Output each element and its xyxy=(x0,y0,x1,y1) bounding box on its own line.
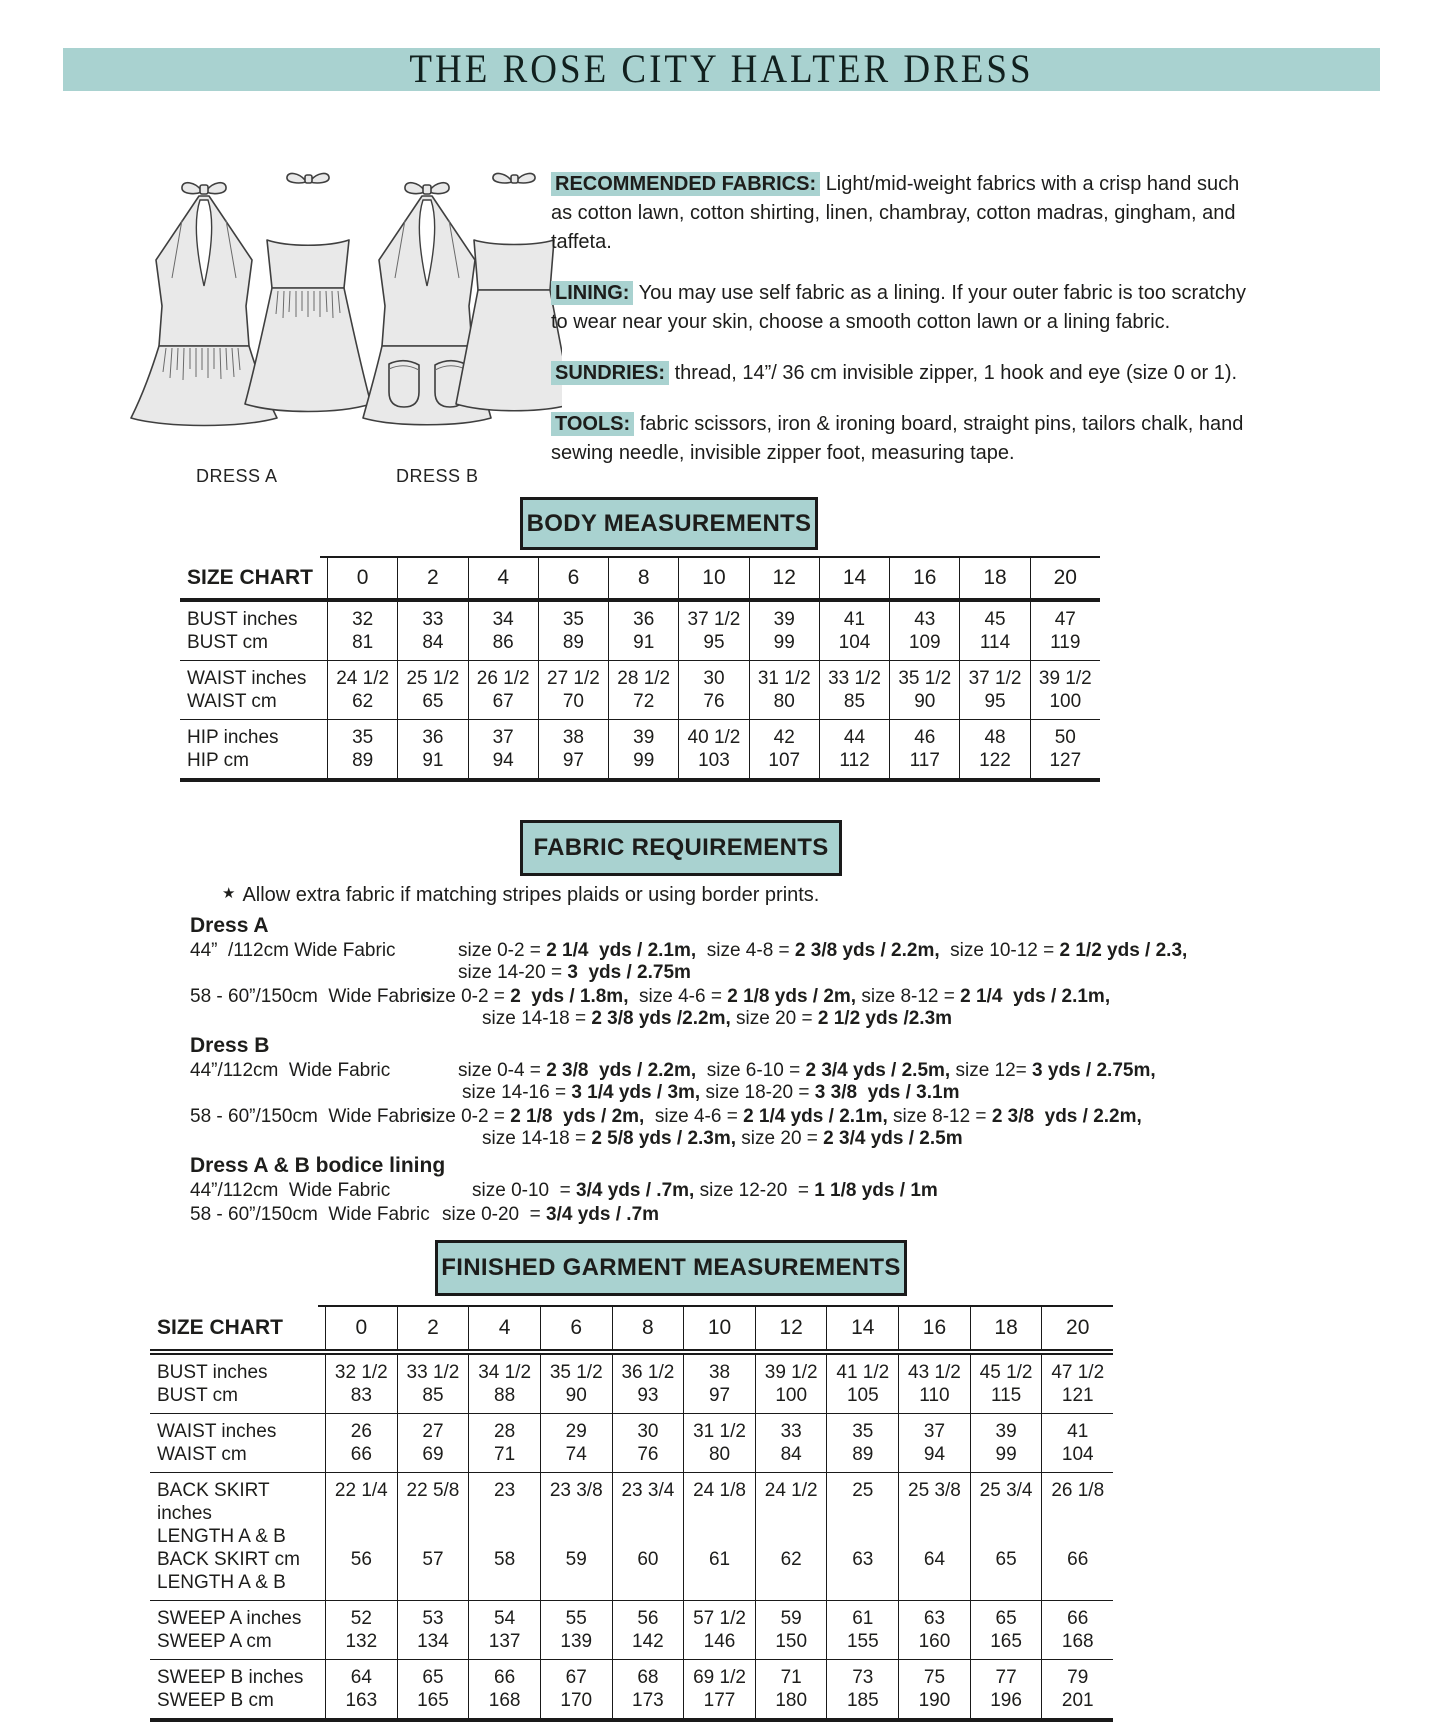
table-row xyxy=(180,690,1100,719)
table-cell: 25 1/2 xyxy=(397,661,467,690)
table-cell: 75 xyxy=(898,1660,970,1689)
table-cell: 94 xyxy=(898,1443,970,1472)
lining-text: You may use self fabric as a lining. If your outer fabric is too scratchy to wear near your skin, choose a smooth cotton lawn or a lining fabric. xyxy=(551,282,1246,333)
size-column-header: 20 xyxy=(1030,556,1100,598)
table-cell: 79 xyxy=(1041,1660,1113,1689)
fabric-row xyxy=(190,986,1250,1030)
table-cell: 60 xyxy=(612,1548,684,1600)
table-cell: 95 xyxy=(678,631,748,660)
table-row xyxy=(180,749,1100,778)
table-cell: 65 xyxy=(397,1660,469,1689)
table-cell: 80 xyxy=(683,1443,755,1472)
table-cell: 103 xyxy=(678,749,748,778)
tools-para xyxy=(551,410,1251,468)
table-cell: 23 3/8 xyxy=(540,1473,612,1548)
table-cell: 54 xyxy=(468,1601,540,1630)
table-header-row xyxy=(180,556,1100,602)
fabric-width-label: 44”/112cm Wide Fabric xyxy=(190,1180,391,1201)
table-row xyxy=(150,1355,1113,1384)
fabric-width-label: 58 - 60”/150cm Wide Fabric xyxy=(190,986,430,1007)
size-column-header: 14 xyxy=(819,556,889,598)
body-measurements-table xyxy=(180,556,1100,782)
table-cell: 68 xyxy=(612,1660,684,1689)
title-banner xyxy=(63,48,1380,91)
row-label: BACK SKIRT inches LENGTH A & B xyxy=(157,1480,286,1547)
table-cell: 33 1/2 xyxy=(397,1355,469,1384)
table-cell: 36 xyxy=(608,602,678,631)
table-cell: 64 xyxy=(325,1660,397,1689)
lining-para xyxy=(551,279,1251,337)
table-cell: 47 1/2 xyxy=(1041,1355,1113,1384)
table-cell: 22 1/4 xyxy=(325,1473,397,1548)
recommended-fabrics-label: RECOMMENDED FABRICS: xyxy=(551,172,820,196)
table-cell: 39 1/2 xyxy=(1030,661,1100,690)
table-row xyxy=(150,1384,1113,1413)
table-cell: 65 xyxy=(397,690,467,719)
size-column-header: 8 xyxy=(612,1305,684,1349)
dress-b-label: DRESS B xyxy=(396,466,479,486)
table-cell: 33 1/2 xyxy=(819,661,889,690)
table-cell: 72 xyxy=(608,690,678,719)
table-cell: 76 xyxy=(678,690,748,719)
table-cell: 30 xyxy=(678,661,748,690)
table-cell: 37 xyxy=(468,720,538,749)
table-cell: 85 xyxy=(819,690,889,719)
table-cell: 63 xyxy=(826,1548,898,1600)
table-cell: 110 xyxy=(898,1384,970,1413)
sundries-para xyxy=(551,359,1251,388)
table-cell: 38 xyxy=(538,720,608,749)
measurement-group xyxy=(180,660,1100,719)
measurement-group xyxy=(150,1659,1113,1718)
row-label: SWEEP B inches xyxy=(157,1667,304,1688)
measurement-group xyxy=(180,719,1100,778)
table-cell: 24 1/2 xyxy=(755,1473,827,1548)
table-row xyxy=(150,1548,1113,1600)
table-cell: 71 xyxy=(468,1443,540,1472)
table-cell: 52 xyxy=(325,1601,397,1630)
table-cell: 34 xyxy=(468,602,538,631)
table-cell: 139 xyxy=(540,1630,612,1659)
body-measurements-header: BODY MEASUREMENTS xyxy=(520,497,818,550)
table-cell: 64 xyxy=(898,1548,970,1600)
row-label: SWEEP B cm xyxy=(157,1690,274,1711)
table-row xyxy=(180,631,1100,660)
table-row xyxy=(180,720,1100,749)
table-cell: 42 xyxy=(749,720,819,749)
row-label: BUST inches xyxy=(187,609,298,630)
table-cell: 67 xyxy=(540,1660,612,1689)
table-cell: 105 xyxy=(826,1384,898,1413)
table-cell: 165 xyxy=(970,1630,1042,1659)
table-cell: 37 1/2 xyxy=(959,661,1029,690)
tools-label: TOOLS: xyxy=(551,412,634,436)
row-label: HIP cm xyxy=(187,750,249,771)
sundries-text: thread, 14”/ 36 cm invisible zipper, 1 hook and eye (size 0 or 1). xyxy=(674,362,1238,384)
table-cell: 59 xyxy=(755,1601,827,1630)
table-cell: 80 xyxy=(749,690,819,719)
row-label: BUST cm xyxy=(157,1385,238,1406)
table-cell: 97 xyxy=(683,1384,755,1413)
recommended-fabrics-para xyxy=(551,170,1251,257)
table-cell: 104 xyxy=(1041,1443,1113,1472)
table-cell: 180 xyxy=(755,1689,827,1718)
fabric-yardage-line: size 0-20 = 3/4 yds / .7m xyxy=(442,1204,660,1225)
table-cell: 185 xyxy=(826,1689,898,1718)
table-cell: 88 xyxy=(468,1384,540,1413)
table-cell: 35 xyxy=(826,1414,898,1443)
table-cell: 34 1/2 xyxy=(468,1355,540,1384)
table-cell: 25 3/4 xyxy=(970,1473,1042,1548)
table-row xyxy=(150,1601,1113,1630)
measurement-group xyxy=(150,1600,1113,1659)
table-cell: 45 xyxy=(959,602,1029,631)
table-cell: 24 1/8 xyxy=(683,1473,755,1548)
table-cell: 119 xyxy=(1030,631,1100,660)
table-cell: 127 xyxy=(1030,749,1100,778)
table-cell: 48 xyxy=(959,720,1029,749)
table-cell: 66 xyxy=(468,1660,540,1689)
table-cell: 83 xyxy=(325,1384,397,1413)
size-chart-label: SIZE CHART xyxy=(157,1315,283,1339)
table-cell: 31 1/2 xyxy=(749,661,819,690)
table-cell: 56 xyxy=(325,1548,397,1600)
fabric-width-label: 44” /112cm Wide Fabric xyxy=(190,940,396,961)
size-column-header: 0 xyxy=(327,556,397,598)
table-cell: 163 xyxy=(325,1689,397,1718)
table-cell: 85 xyxy=(397,1384,469,1413)
size-column-header: 18 xyxy=(959,556,1029,598)
table-cell: 43 1/2 xyxy=(898,1355,970,1384)
table-cell: 86 xyxy=(468,631,538,660)
table-cell: 63 xyxy=(898,1601,970,1630)
table-cell: 35 xyxy=(538,602,608,631)
table-row xyxy=(150,1443,1113,1472)
table-row xyxy=(150,1660,1113,1689)
dress-illustrations xyxy=(122,152,562,452)
sundries-label: SUNDRIES: xyxy=(551,361,669,385)
table-cell: 55 xyxy=(540,1601,612,1630)
table-cell: 100 xyxy=(1030,690,1100,719)
table-cell: 84 xyxy=(397,631,467,660)
table-cell: 29 xyxy=(540,1414,612,1443)
table-cell: 58 xyxy=(468,1548,540,1600)
table-cell: 91 xyxy=(608,631,678,660)
table-cell: 90 xyxy=(540,1384,612,1413)
table-cell: 84 xyxy=(755,1443,827,1472)
table-cell: 50 xyxy=(1030,720,1100,749)
row-label: BUST cm xyxy=(187,632,268,653)
table-cell: 40 1/2 xyxy=(678,720,748,749)
table-cell: 37 1/2 xyxy=(678,602,748,631)
size-column-header: 12 xyxy=(749,556,819,598)
table-cell: 91 xyxy=(397,749,467,778)
table-cell: 31 1/2 xyxy=(683,1414,755,1443)
recommended-fabrics-text: Light/mid-weight fabrics with a crisp hand such as cotton lawn, cotton shirting, linen, chambray, cotton madras, gingham, and taffeta. xyxy=(551,173,1240,253)
table-cell: 25 3/8 xyxy=(898,1473,970,1548)
table-cell: 38 xyxy=(683,1355,755,1384)
table-cell: 71 xyxy=(755,1660,827,1689)
table-cell: 39 xyxy=(749,602,819,631)
size-column-header: 10 xyxy=(683,1305,755,1349)
fabric-section-heading: Dress B xyxy=(190,1034,270,1057)
measurement-group xyxy=(150,1355,1113,1413)
table-cell: 44 xyxy=(819,720,889,749)
table-cell: 66 xyxy=(1041,1601,1113,1630)
table-cell: 115 xyxy=(970,1384,1042,1413)
table-cell: 35 1/2 xyxy=(889,661,959,690)
table-cell: 190 xyxy=(898,1689,970,1718)
table-cell: 121 xyxy=(1041,1384,1113,1413)
size-column-header: 10 xyxy=(678,556,748,598)
table-cell: 57 1/2 xyxy=(683,1601,755,1630)
table-cell: 76 xyxy=(612,1443,684,1472)
table-cell: 69 xyxy=(397,1443,469,1472)
table-cell: 61 xyxy=(826,1601,898,1630)
size-column-header: 4 xyxy=(468,1305,540,1349)
table-cell: 22 5/8 xyxy=(397,1473,469,1548)
table-cell: 41 xyxy=(819,602,889,631)
fabric-width-label: 58 - 60”/150cm Wide Fabric xyxy=(190,1106,430,1127)
table-cell: 109 xyxy=(889,631,959,660)
table-cell: 33 xyxy=(755,1414,827,1443)
table-cell: 170 xyxy=(540,1689,612,1718)
table-cell: 32 1/2 xyxy=(325,1355,397,1384)
fabric-width-label: 44”/112cm Wide Fabric xyxy=(190,1060,391,1081)
size-column-header: 20 xyxy=(1041,1305,1113,1349)
measurement-group xyxy=(150,1472,1113,1600)
table-row xyxy=(150,1689,1113,1718)
fabric-row xyxy=(190,1060,1250,1104)
table-cell: 67 xyxy=(468,690,538,719)
table-cell: 59 xyxy=(540,1548,612,1600)
table-cell: 142 xyxy=(612,1630,684,1659)
table-row xyxy=(150,1473,1113,1548)
table-cell: 36 xyxy=(397,720,467,749)
fabric-note-text: Allow extra fabric if matching stripes plaids or using border prints. xyxy=(242,884,820,906)
measurement-group xyxy=(180,602,1100,660)
table-row xyxy=(150,1414,1113,1443)
fabric-yardage-line: size 14-18 = 2 5/8 yds / 2.3m, size 20 = 2 3/4 yds / 2.5m xyxy=(482,1128,963,1149)
dress-b-back-sketch xyxy=(456,173,562,410)
measurement-group xyxy=(150,1413,1113,1472)
table-cell: 168 xyxy=(1041,1630,1113,1659)
table-cell: 66 xyxy=(1041,1548,1113,1600)
table-cell: 30 xyxy=(612,1414,684,1443)
size-column-header: 0 xyxy=(325,1305,397,1349)
size-column-header: 2 xyxy=(397,556,467,598)
table-cell: 66 xyxy=(325,1443,397,1472)
size-column-header: 18 xyxy=(970,1305,1042,1349)
table-cell: 26 1/2 xyxy=(468,661,538,690)
table-cell: 132 xyxy=(325,1630,397,1659)
table-cell: 99 xyxy=(608,749,678,778)
table-cell: 35 1/2 xyxy=(540,1355,612,1384)
row-label: WAIST inches xyxy=(157,1421,277,1442)
table-cell: 33 xyxy=(397,602,467,631)
table-cell: 43 xyxy=(889,602,959,631)
table-cell: 32 xyxy=(327,602,397,631)
row-label: WAIST cm xyxy=(157,1444,247,1465)
size-column-header: 8 xyxy=(608,556,678,598)
finished-garment-measurements-table xyxy=(150,1305,1113,1722)
fabric-requirements-header: FABRIC REQUIREMENTS xyxy=(520,820,842,876)
fabric-row xyxy=(190,1180,1250,1202)
table-row xyxy=(180,602,1100,631)
table-cell: 94 xyxy=(468,749,538,778)
lining-label: LINING: xyxy=(551,281,633,305)
table-cell: 77 xyxy=(970,1660,1042,1689)
table-row xyxy=(180,661,1100,690)
fabric-requirements-list xyxy=(190,914,1250,1228)
table-cell: 99 xyxy=(970,1443,1042,1472)
table-cell: 27 xyxy=(397,1414,469,1443)
table-cell: 41 xyxy=(1041,1414,1113,1443)
table-header-row xyxy=(150,1305,1113,1355)
table-cell: 81 xyxy=(327,631,397,660)
table-cell: 39 xyxy=(608,720,678,749)
table-cell: 155 xyxy=(826,1630,898,1659)
table-cell: 23 xyxy=(468,1473,540,1548)
table-cell: 56 xyxy=(612,1601,684,1630)
table-cell: 28 xyxy=(468,1414,540,1443)
table-cell: 160 xyxy=(898,1630,970,1659)
table-cell: 122 xyxy=(959,749,1029,778)
table-cell: 173 xyxy=(612,1689,684,1718)
table-cell: 26 xyxy=(325,1414,397,1443)
table-cell: 53 xyxy=(397,1601,469,1630)
fabric-width-label: 58 - 60”/150cm Wide Fabric xyxy=(190,1204,430,1225)
size-column-header: 6 xyxy=(538,556,608,598)
size-column-header: 2 xyxy=(397,1305,469,1349)
table-cell: 28 1/2 xyxy=(608,661,678,690)
row-label: SWEEP A cm xyxy=(157,1631,272,1652)
row-label: BACK SKIRT cm LENGTH A & B xyxy=(157,1549,300,1593)
star-icon: ★ xyxy=(222,885,236,902)
table-cell: 61 xyxy=(683,1548,755,1600)
table-cell: 196 xyxy=(970,1689,1042,1718)
fabric-row xyxy=(190,940,1250,984)
table-cell: 134 xyxy=(397,1630,469,1659)
row-label: SWEEP A inches xyxy=(157,1608,302,1629)
row-label: BUST inches xyxy=(157,1362,268,1383)
row-label: WAIST inches xyxy=(187,668,307,689)
table-cell: 23 3/4 xyxy=(612,1473,684,1548)
page-title: THE ROSE CITY HALTER DRESS xyxy=(409,47,1034,92)
table-cell: 89 xyxy=(327,749,397,778)
table-cell: 114 xyxy=(959,631,1029,660)
table-cell: 41 1/2 xyxy=(826,1355,898,1384)
table-cell: 97 xyxy=(538,749,608,778)
table-cell: 168 xyxy=(468,1689,540,1718)
table-cell: 27 1/2 xyxy=(538,661,608,690)
fabric-section-heading: Dress A xyxy=(190,914,269,937)
table-cell: 90 xyxy=(889,690,959,719)
size-column-header: 4 xyxy=(468,556,538,598)
table-cell: 39 1/2 xyxy=(755,1355,827,1384)
table-cell: 89 xyxy=(826,1443,898,1472)
table-cell: 65 xyxy=(970,1548,1042,1600)
table-cell: 70 xyxy=(538,690,608,719)
fabric-yardage-line: size 0-10 = 3/4 yds / .7m, size 12-20 = 1 1/8 yds / 1m xyxy=(472,1180,938,1201)
fabric-note xyxy=(222,884,819,907)
table-cell: 26 1/8 xyxy=(1041,1473,1113,1548)
fabric-yardage-line: size 14-20 = 3 yds / 2.75m xyxy=(458,962,691,983)
fabric-row xyxy=(190,1106,1250,1150)
table-cell: 37 xyxy=(898,1414,970,1443)
table-cell: 93 xyxy=(612,1384,684,1413)
fabric-section-heading: Dress A & B bodice lining xyxy=(190,1154,446,1177)
table-cell: 39 xyxy=(970,1414,1042,1443)
info-block xyxy=(551,170,1251,490)
table-cell: 112 xyxy=(819,749,889,778)
table-cell: 74 xyxy=(540,1443,612,1472)
finished-garment-measurements-header: FINISHED GARMENT MEASUREMENTS xyxy=(435,1240,907,1296)
table-cell: 99 xyxy=(749,631,819,660)
fabric-yardage-line: size 0-4 = 2 3/8 yds / 2.2m, size 6-10 = 2 3/4 yds / 2.5m, size 12= 3 yds / 2.75m, xyxy=(458,1060,1156,1081)
table-cell: 107 xyxy=(749,749,819,778)
size-column-header: 16 xyxy=(889,556,959,598)
table-cell: 73 xyxy=(826,1660,898,1689)
fabric-yardage-line: size 0-2 = 2 yds / 1.8m, size 4-6 = 2 1/8 yds / 2m, size 8-12 = 2 1/4 yds / 2.1m, xyxy=(422,986,1111,1007)
table-cell: 45 1/2 xyxy=(970,1355,1042,1384)
table-cell: 146 xyxy=(683,1630,755,1659)
table-row xyxy=(150,1630,1113,1659)
table-cell: 95 xyxy=(959,690,1029,719)
row-label: WAIST cm xyxy=(187,691,277,712)
dress-a-label: DRESS A xyxy=(196,466,278,486)
table-cell: 46 xyxy=(889,720,959,749)
tools-text: fabric scissors, iron & ironing board, straight pins, tailors chalk, hand sewing needle, invisible zipper foot, measuring tape. xyxy=(551,413,1244,464)
table-cell: 69 1/2 xyxy=(683,1660,755,1689)
table-cell: 201 xyxy=(1041,1689,1113,1718)
row-label: HIP inches xyxy=(187,727,279,748)
table-cell: 62 xyxy=(755,1548,827,1600)
table-cell: 47 xyxy=(1030,602,1100,631)
size-column-header: 14 xyxy=(826,1305,898,1349)
fabric-yardage-line: size 0-2 = 2 1/4 yds / 2.1m, size 4-8 = 2 3/8 yds / 2.2m, size 10-12 = 2 1/2 yds / 2.3, xyxy=(458,940,1188,961)
fabric-row xyxy=(190,1204,1250,1226)
size-chart-label: SIZE CHART xyxy=(187,565,313,589)
table-cell: 36 1/2 xyxy=(612,1355,684,1384)
size-column-header: 12 xyxy=(755,1305,827,1349)
fabric-yardage-line: size 0-2 = 2 1/8 yds / 2m, size 4-6 = 2 1/4 yds / 2.1m, size 8-12 = 2 3/8 yds / 2.2m, xyxy=(422,1106,1142,1127)
table-cell: 150 xyxy=(755,1630,827,1659)
size-column-header: 16 xyxy=(898,1305,970,1349)
table-cell: 57 xyxy=(397,1548,469,1600)
table-cell: 65 xyxy=(970,1601,1042,1630)
table-cell: 177 xyxy=(683,1689,755,1718)
fabric-yardage-line: size 14-16 = 3 1/4 yds / 3m, size 18-20 = 3 3/8 yds / 3.1m xyxy=(462,1082,960,1103)
table-cell: 24 1/2 xyxy=(327,661,397,690)
table-cell: 89 xyxy=(538,631,608,660)
dress-a-back-sketch xyxy=(245,173,371,411)
table-cell: 35 xyxy=(327,720,397,749)
table-cell: 25 xyxy=(826,1473,898,1548)
table-cell: 117 xyxy=(889,749,959,778)
table-cell: 62 xyxy=(327,690,397,719)
table-cell: 104 xyxy=(819,631,889,660)
size-column-header: 6 xyxy=(540,1305,612,1349)
table-cell: 165 xyxy=(397,1689,469,1718)
fabric-yardage-line: size 14-18 = 2 3/8 yds /2.2m, size 20 = 2 1/2 yds /2.3m xyxy=(482,1008,953,1029)
table-cell: 137 xyxy=(468,1630,540,1659)
table-cell: 100 xyxy=(755,1384,827,1413)
